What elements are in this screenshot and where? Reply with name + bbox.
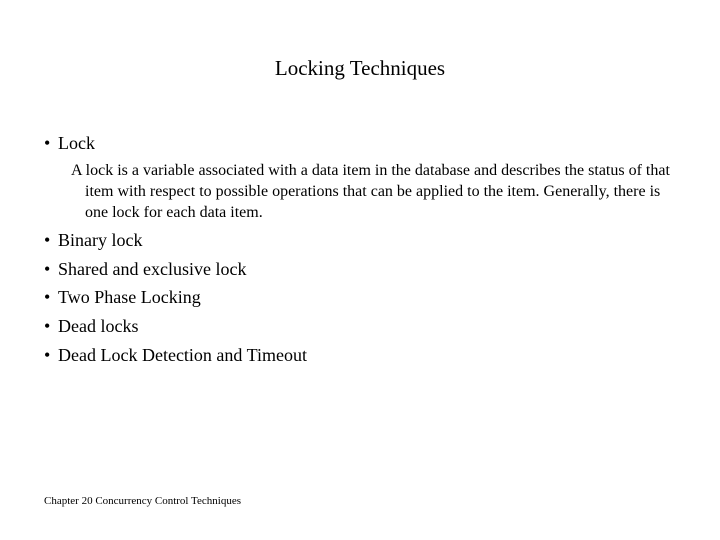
slide-title: Locking Techniques — [274, 56, 446, 80]
bullet-icon: • — [44, 316, 51, 336]
bullet-icon: • — [44, 259, 51, 279]
bullet-lock — [44, 132, 95, 154]
bullet-icon: • — [44, 230, 51, 250]
bullet-label: Dead Lock Detection and Timeout — [58, 345, 307, 365]
bullet-icon: • — [44, 287, 51, 307]
bullet-binary-lock — [44, 229, 142, 251]
bullet-label: Two Phase Locking — [58, 287, 201, 307]
bullet-label: Lock — [58, 133, 95, 153]
bullet-label: Binary lock — [58, 230, 143, 250]
slide-footer: Chapter 20 Concurrency Control Techniques — [44, 495, 241, 507]
bullet-dead-locks — [44, 315, 138, 337]
bullet-icon: • — [44, 133, 51, 153]
bullet-label: Shared and exclusive lock — [58, 259, 247, 279]
bullet-shared-exclusive-lock — [44, 258, 246, 280]
bullet-icon: • — [44, 345, 51, 365]
bullet-deadlock-detection-timeout — [44, 344, 307, 366]
bullet-label: Dead locks — [58, 316, 139, 336]
bullet-two-phase-locking — [44, 286, 201, 308]
lock-description: A lock is a variable associated with a data item in the database and describes the status of that item with respect to possible operations that can be applied to the item. Generally, there is one lock for each data item. — [71, 162, 670, 221]
